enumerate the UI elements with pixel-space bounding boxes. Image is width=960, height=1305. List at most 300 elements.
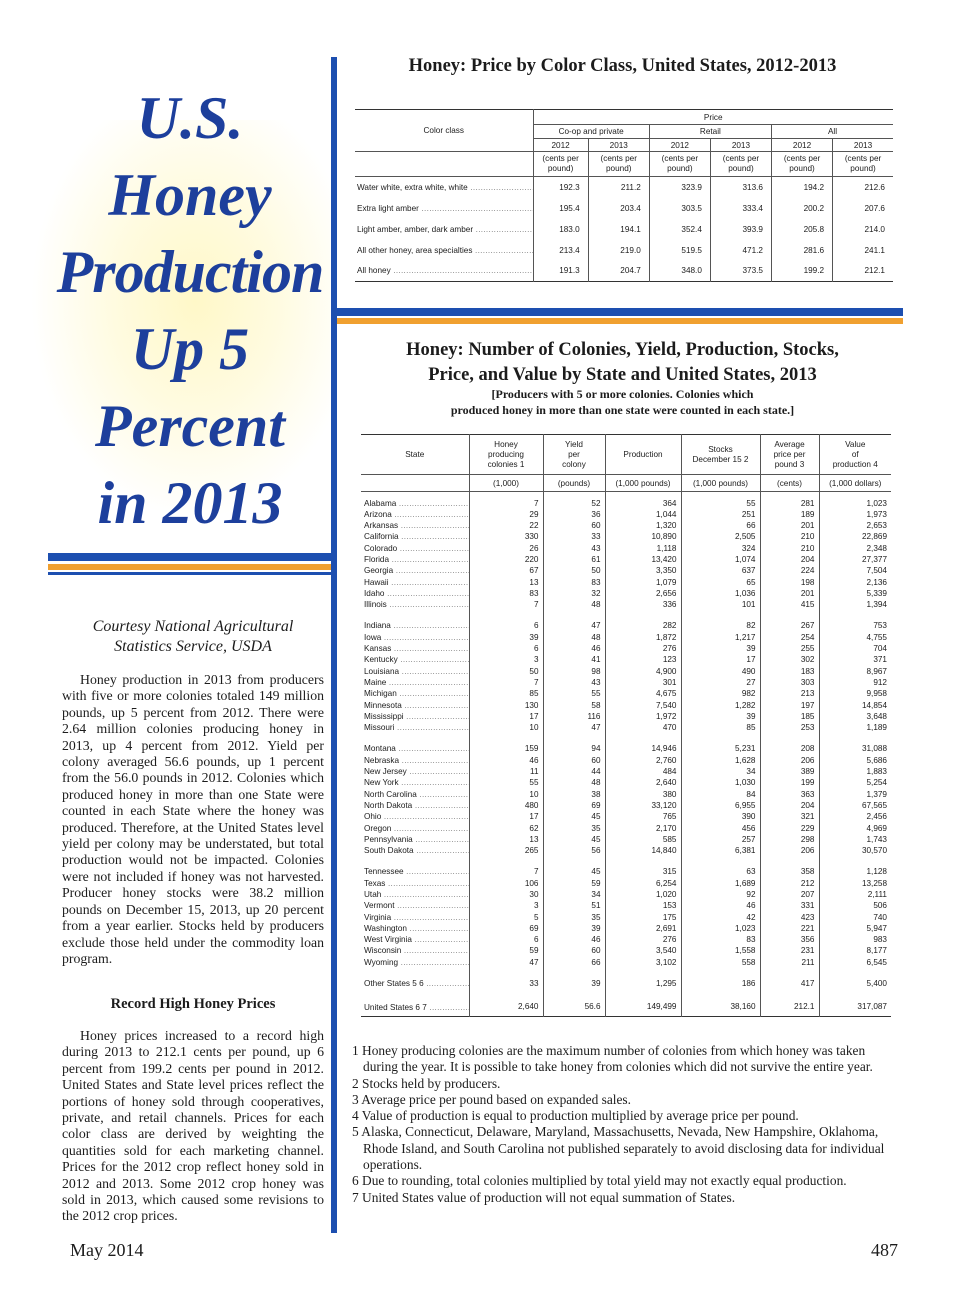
table-cell: 159	[469, 743, 543, 754]
table-row	[361, 834, 891, 845]
unit-a: (cents per	[600, 154, 637, 163]
table-row	[355, 261, 893, 282]
spacer-cell	[605, 989, 681, 999]
table-row	[361, 766, 891, 777]
state-label: Louisiana .....	[361, 666, 469, 677]
table-cell: 84	[681, 789, 760, 800]
table-cell: 27,377	[819, 554, 891, 565]
table-cell: 323.9	[649, 177, 710, 198]
table-cell: 130	[469, 700, 543, 711]
table-cell: 1,872	[605, 632, 681, 643]
spacer-cell	[543, 856, 605, 866]
state-label: New Jersey .....	[361, 766, 469, 777]
table-cell: 4,755	[819, 632, 891, 643]
table-cell: 1,128	[819, 866, 891, 877]
table-cell: 199.2	[771, 261, 832, 282]
table-cell: 1,883	[819, 766, 891, 777]
headline-line: Production	[56, 239, 324, 305]
table-cell: 22,869	[819, 531, 891, 542]
table-cell: 66	[543, 957, 605, 968]
divider-gold-bar	[337, 318, 903, 324]
table-row	[361, 923, 891, 934]
table-cell: 1,973	[819, 509, 891, 520]
table-cell: 67,565	[819, 800, 891, 811]
table-cell: 1,972	[605, 711, 681, 722]
table-cell: 43	[543, 543, 605, 554]
state-label: Kansas .....	[361, 643, 469, 654]
table-cell: 1,558	[681, 945, 760, 956]
table-row	[361, 643, 891, 654]
table-row	[361, 599, 891, 610]
year-header: 2013	[588, 139, 649, 152]
footnote: 3 Average price per pound based on expanded sales.	[352, 1091, 631, 1107]
table-cell: 14,840	[605, 845, 681, 856]
table-cell: 6	[469, 620, 543, 631]
table-cell: 7,504	[819, 565, 891, 576]
table-cell: 265	[469, 845, 543, 856]
table-cell: 2,760	[605, 755, 681, 766]
table-row	[361, 666, 891, 677]
table-cell: 333.4	[710, 198, 771, 219]
table-cell: 48	[543, 777, 605, 788]
table-cell: 1,074	[681, 554, 760, 565]
table-cell: 60	[543, 520, 605, 531]
unit-a: (cents per	[844, 154, 882, 163]
page-number: 487	[871, 1240, 898, 1260]
table-row	[361, 577, 891, 588]
table-cell: 83	[543, 577, 605, 588]
table-cell: 205.8	[771, 219, 832, 240]
group-spacer	[361, 968, 891, 978]
table-cell: 2,170	[605, 823, 681, 834]
table2-title-line: Price, and Value by State and United States, 2013	[428, 365, 817, 385]
table-cell: 423	[760, 912, 819, 923]
table-cell: 267	[760, 620, 819, 631]
table-cell: 39	[681, 643, 760, 654]
table-cell: 2,653	[819, 520, 891, 531]
table-cell: 281	[760, 498, 819, 509]
table-cell: 98	[543, 666, 605, 677]
table-row	[361, 755, 891, 766]
unit-spacer	[361, 475, 469, 492]
header-line: production 4	[832, 459, 878, 469]
table-cell: 47	[543, 620, 605, 631]
table-cell: 255	[760, 643, 819, 654]
state-label: Mississippi .....	[361, 711, 469, 722]
table-cell: 199	[760, 777, 819, 788]
table-cell: 42	[681, 912, 760, 923]
table-cell: 55	[681, 498, 760, 509]
table2-title-line: Honey: Number of Colonies, Yield, Production, Stocks,	[406, 340, 839, 360]
table-cell: 210	[760, 543, 819, 554]
state-label: Utah .....	[361, 889, 469, 900]
table-cell: 116	[543, 711, 605, 722]
table-cell: 220	[469, 554, 543, 565]
state-label: Texas .....	[361, 878, 469, 889]
table-row	[361, 823, 891, 834]
spacer-cell	[361, 968, 469, 978]
table-row	[361, 588, 891, 599]
table-row	[361, 900, 891, 911]
table-cell: 50	[469, 666, 543, 677]
state-label: Wisconsin .....	[361, 945, 469, 956]
table-cell: 14,854	[819, 700, 891, 711]
unit-b: pound)	[547, 164, 574, 173]
unit-label: (1,000 pounds)	[605, 475, 681, 492]
table-cell: 253	[760, 722, 819, 733]
header-line: colony	[562, 459, 586, 469]
unit-a: (cents per	[542, 154, 579, 163]
unit-label	[710, 152, 771, 177]
year-header: 2012	[533, 139, 588, 152]
table-cell: 7	[469, 677, 543, 688]
table-cell: 254	[760, 632, 819, 643]
table-cell: 10	[469, 789, 543, 800]
spacer-cell	[819, 856, 891, 866]
unit-b: pound)	[667, 164, 693, 173]
subheading: Record High Honey Prices	[110, 996, 276, 1012]
table-cell: 153	[605, 900, 681, 911]
table-cell: 229	[760, 823, 819, 834]
state-label: Hawaii .....	[361, 577, 469, 588]
unit-a: (cents per	[783, 154, 821, 163]
table-row	[355, 219, 893, 240]
table2-subtitle	[345, 386, 900, 418]
spacer-cell	[469, 968, 543, 978]
header-colonies	[469, 435, 543, 475]
table-row	[361, 531, 891, 542]
table-cell: 208	[760, 743, 819, 754]
table-cell: 7,540	[605, 700, 681, 711]
table-cell: 46	[469, 755, 543, 766]
header-price: Price	[533, 110, 893, 125]
table-cell: 983	[819, 934, 891, 945]
table-cell: 22	[469, 520, 543, 531]
table-cell: 389	[760, 766, 819, 777]
table-cell: 48	[543, 599, 605, 610]
state-label: Iowa .....	[361, 632, 469, 643]
table-cell: 1,743	[819, 834, 891, 845]
table-cell: 44	[543, 766, 605, 777]
headline-line: Honey	[108, 162, 272, 228]
table-cell: 32	[543, 588, 605, 599]
table-cell: 380	[605, 789, 681, 800]
table-cell: 10,890	[605, 531, 681, 542]
table-cell: 2,691	[605, 923, 681, 934]
year-header: 2012	[649, 139, 710, 152]
table-cell: 69	[543, 800, 605, 811]
table-cell: 765	[605, 811, 681, 822]
header-line: per	[568, 449, 580, 459]
state-label: Florida .....	[361, 554, 469, 565]
table-cell: 313.6	[710, 177, 771, 198]
table-cell: 201	[760, 520, 819, 531]
state-label: Idaho .....	[361, 588, 469, 599]
table-cell: 1,020	[605, 889, 681, 900]
table-cell: 6,545	[819, 957, 891, 968]
table-cell: 123	[605, 654, 681, 665]
table-cell: 3	[469, 654, 543, 665]
table-cell: 4,675	[605, 688, 681, 699]
table2-body	[361, 492, 891, 1017]
table-cell: 912	[819, 677, 891, 688]
table-cell: 207	[760, 889, 819, 900]
table-cell: 39	[681, 711, 760, 722]
spacer-cell	[361, 989, 469, 999]
spacer-cell	[361, 856, 469, 866]
table-cell: 194.1	[588, 219, 649, 240]
table-cell: 276	[605, 643, 681, 654]
table-cell: 6,381	[681, 845, 760, 856]
table-row	[355, 177, 893, 198]
table-cell: 39	[543, 923, 605, 934]
table-cell: 45	[543, 866, 605, 877]
state-label: Oregon .....	[361, 823, 469, 834]
state-label: Tennessee .....	[361, 866, 469, 877]
state-label: North Dakota .....	[361, 800, 469, 811]
table-cell: 315	[605, 866, 681, 877]
state-label: Kentucky .....	[361, 654, 469, 665]
headline-line: Percent	[95, 393, 285, 459]
spacer-cell	[469, 733, 543, 743]
table-cell: 212.1	[833, 261, 893, 282]
spacer-cell	[819, 968, 891, 978]
table-cell: 5	[469, 912, 543, 923]
table-row	[361, 878, 891, 889]
table2-subtitle-line: [Producers with 5 or more colonies. Colonies which	[491, 387, 754, 401]
table-cell: 363	[760, 789, 819, 800]
table-cell: 352.4	[649, 219, 710, 240]
unit-label: (1,000 dollars)	[819, 475, 891, 492]
table-row	[361, 866, 891, 877]
table1-title: Honey: Price by Color Class, United States, 2012-2013	[408, 56, 837, 76]
table-cell: 303.5	[649, 198, 710, 219]
table-cell: 17	[469, 711, 543, 722]
table-cell: 30,570	[819, 845, 891, 856]
table-cell: 46	[543, 934, 605, 945]
table-cell: 490	[681, 666, 760, 677]
table-cell: 6	[469, 643, 543, 654]
spacer-cell	[605, 856, 681, 866]
table-cell: 1,689	[681, 878, 760, 889]
table-cell: 484	[605, 766, 681, 777]
table-row	[361, 509, 891, 520]
table2-subtitle-line: produced honey in more than one state were counted in each state.]	[450, 403, 795, 417]
table-cell: 348.0	[649, 261, 710, 282]
headline-line: Up 5	[130, 316, 250, 382]
table-row	[361, 677, 891, 688]
table-cell: 356	[760, 934, 819, 945]
table-cell: 198	[760, 577, 819, 588]
table-cell: 6,254	[605, 878, 681, 889]
state-label: Alabama .....	[361, 498, 469, 509]
unit-b: pound)	[606, 164, 632, 173]
state-label: North Carolina .....	[361, 789, 469, 800]
table-cell: 390	[681, 811, 760, 822]
header-line: Stocks	[708, 444, 733, 454]
state-label: Michigan .....	[361, 688, 469, 699]
table-row	[361, 999, 891, 1016]
unit-b: pound)	[789, 164, 815, 173]
table-cell: 5,254	[819, 777, 891, 788]
table-cell: 480	[469, 800, 543, 811]
row-label: Extra light amber .....	[355, 198, 533, 219]
state-label: Missouri .....	[361, 722, 469, 733]
divider-blue-bar	[337, 308, 903, 316]
column-rule	[331, 57, 337, 1233]
table-cell: 185	[760, 711, 819, 722]
unit-label	[649, 152, 710, 177]
price-by-color-table	[355, 109, 893, 282]
table-cell: 52	[543, 498, 605, 509]
table-cell: 206	[760, 755, 819, 766]
header-price	[760, 435, 819, 475]
table-cell: 276	[605, 934, 681, 945]
body-paragraph: Honey prices increased to a record high during 2013 to 212.1 cents per pound, up 6 percent from 199.2 cents per pound in 2012. United States and State level prices reflect the portions of honey sold through cooperatives, private, and retail channels. Prices for each color class are derived by weighting the quantities sold for each marketing channel. Prices for the 2012 crop reflect honey sold in 2012 and 2013. Some 2012 crop honey was sold in 2013, which caused some revisions to the 2012 crop prices.	[62, 1028, 324, 1224]
table-cell: 456	[681, 823, 760, 834]
spacer-cell	[681, 989, 760, 999]
table-cell: 1,030	[681, 777, 760, 788]
spacer-cell	[543, 989, 605, 999]
spacer-cell	[819, 989, 891, 999]
table-cell: 101	[681, 599, 760, 610]
group-spacer	[361, 856, 891, 866]
state-label: Virginia .....	[361, 912, 469, 923]
table-cell: 51	[543, 900, 605, 911]
table-divider	[337, 308, 903, 324]
table-cell: 60	[543, 755, 605, 766]
table-cell: 67	[469, 565, 543, 576]
table-cell: 298	[760, 834, 819, 845]
table-cell: 210	[760, 531, 819, 542]
table2-title	[345, 338, 900, 388]
table-row	[361, 811, 891, 822]
table-cell: 43	[543, 677, 605, 688]
table-cell: 46	[543, 643, 605, 654]
table-row	[355, 198, 893, 219]
table-row	[361, 520, 891, 531]
group-spacer	[361, 989, 891, 999]
unit-label: (1,000 pounds)	[681, 475, 760, 492]
table-cell: 2,640	[605, 777, 681, 788]
table-cell: 33	[469, 978, 543, 989]
state-label: Nebraska .....	[361, 755, 469, 766]
state-label: Arkansas .....	[361, 520, 469, 531]
row-label: Water white, extra white, white .....	[355, 177, 533, 198]
colonies-by-state-table	[361, 434, 891, 1017]
table-cell: 56.6	[543, 999, 605, 1016]
header-line: Value	[845, 439, 866, 449]
issue-date: May 2014	[70, 1240, 144, 1260]
table-cell: 194.2	[771, 177, 832, 198]
header-production: Production	[605, 435, 681, 475]
table-row	[355, 240, 893, 261]
table-cell: 2,505	[681, 531, 760, 542]
footnote: 2 Stocks held by producers.	[352, 1075, 501, 1091]
table-cell: 415	[760, 599, 819, 610]
table-row	[361, 957, 891, 968]
header-coop: Co-op and private	[533, 125, 649, 139]
table-cell: 281.6	[771, 240, 832, 261]
table-cell: 704	[819, 643, 891, 654]
table-cell: 251	[681, 509, 760, 520]
table-cell: 5,339	[819, 588, 891, 599]
table-cell: 17	[681, 654, 760, 665]
unit-b: pound)	[728, 164, 754, 173]
table-cell: 1,217	[681, 632, 760, 643]
state-label: Arizona .....	[361, 509, 469, 520]
table-row	[361, 789, 891, 800]
header-line: colonies 1	[487, 459, 525, 469]
table-cell: 224	[760, 565, 819, 576]
table-cell: 34	[681, 766, 760, 777]
unit-label: (pounds)	[543, 475, 605, 492]
footnote: 1 Honey producing colonies are the maximum number of colonies from which honey was taken during the year. It is possible to take honey from colonies which did not survive the entire year.	[352, 1043, 873, 1075]
unit-label	[533, 152, 588, 177]
table-cell: 213.4	[533, 240, 588, 261]
header-line: Yield	[565, 439, 583, 449]
state-label: Montana .....	[361, 743, 469, 754]
table-cell: 8,967	[819, 666, 891, 677]
state-label: New York .....	[361, 777, 469, 788]
spacer-cell	[605, 733, 681, 743]
row-label: Light amber, amber, dark amber .....	[355, 219, 533, 240]
table-cell: 558	[681, 957, 760, 968]
header-line: producing	[488, 449, 524, 459]
state-label: Other States 5 6 .....	[361, 978, 469, 989]
spacer-cell	[543, 610, 605, 620]
table-cell: 204	[760, 554, 819, 565]
spacer-cell	[681, 733, 760, 743]
table-cell: 63	[681, 866, 760, 877]
state-label: California .....	[361, 531, 469, 542]
table-cell: 13	[469, 834, 543, 845]
table-row	[361, 700, 891, 711]
table-cell: 212.1	[760, 999, 819, 1016]
table-cell: 1,023	[819, 498, 891, 509]
table-cell: 27	[681, 677, 760, 688]
table-cell: 2,640	[469, 999, 543, 1016]
table-cell: 221	[760, 923, 819, 934]
table-cell: 1,379	[819, 789, 891, 800]
footnote: 7 United States value of production will not equal summation of States.	[352, 1189, 736, 1205]
header-line: Average	[774, 439, 805, 449]
table-cell: 69	[469, 923, 543, 934]
table-cell: 186	[681, 978, 760, 989]
unit-b: pound)	[850, 164, 876, 173]
spacer-cell	[469, 856, 543, 866]
table-cell: 55	[469, 777, 543, 788]
table-cell: 62	[469, 823, 543, 834]
state-label: Pennsylvania .....	[361, 834, 469, 845]
table-cell: 11	[469, 766, 543, 777]
table-row	[361, 889, 891, 900]
table-cell: 59	[469, 945, 543, 956]
table-cell: 85	[681, 722, 760, 733]
header-value	[819, 435, 891, 475]
table-cell: 55	[543, 688, 605, 699]
table-cell: 34	[543, 889, 605, 900]
table-cell: 219.0	[588, 240, 649, 261]
state-label: Indiana .....	[361, 620, 469, 631]
table-cell: 2,136	[819, 577, 891, 588]
spacer-cell	[760, 968, 819, 978]
table-cell: 371	[819, 654, 891, 665]
table-cell: 183.0	[533, 219, 588, 240]
table-cell: 58	[543, 700, 605, 711]
table-cell: 393.9	[710, 219, 771, 240]
table-cell: 82	[681, 620, 760, 631]
